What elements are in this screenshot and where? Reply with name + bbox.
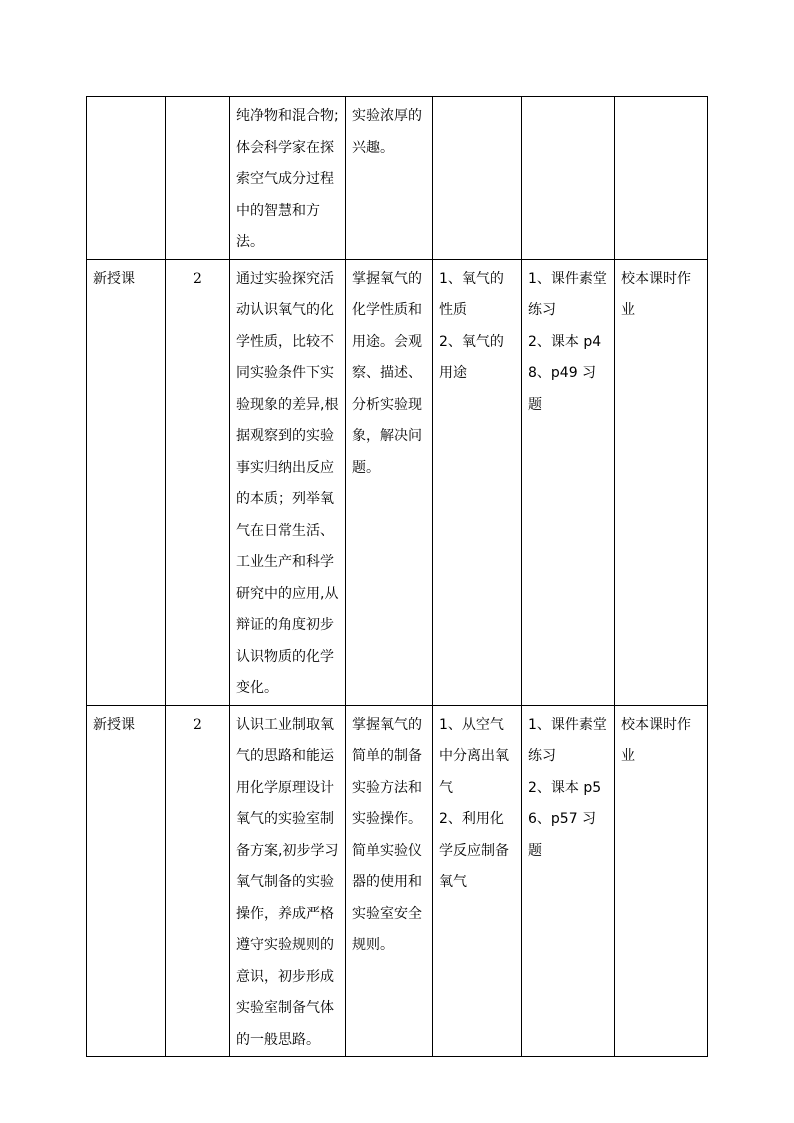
- hours-cell: [166, 97, 230, 260]
- practice-cell: [522, 259, 615, 705]
- practice-cell: [522, 705, 615, 1057]
- goal-cell: 纯净物和混合物;体会科学家在探索空气成分过程中的智慧和方法。: [230, 97, 346, 260]
- content-text: 1、氧气的性质 2、氧气的用途: [439, 270, 504, 381]
- lesson-type-cell: [87, 97, 166, 260]
- homework-cell: 校本课时作业: [615, 705, 708, 1057]
- lesson-type-cell: 新授课: [87, 705, 166, 1057]
- content-text: 1、从空气中分离出氧气 2、利用化学反应制备氧气: [439, 716, 509, 890]
- lesson-plan-table: [86, 96, 708, 1057]
- focus-cell: 实验浓厚的兴趣。: [346, 97, 433, 260]
- hours-cell: 2: [166, 705, 230, 1057]
- table-row: [87, 705, 708, 1057]
- focus-cell: 掌握氧气的简单的制备实验方法和实验操作。简单实验仪器的使用和实验室安全规则。: [346, 705, 433, 1057]
- content-cell: [433, 259, 522, 705]
- goal-cell: 认识工业制取氧气的思路和能运用化学原理设计氧气的实验室制备方案,初步学习氧气制备的实验操作，养成严格遵守实验规则的意识，初步形成实验室制备气体的一般思路。: [230, 705, 346, 1057]
- practice-cell: [522, 97, 615, 260]
- table-row: [87, 97, 708, 260]
- lesson-type-cell: 新授课: [87, 259, 166, 705]
- homework-cell: 校本课时作业: [615, 259, 708, 705]
- content-cell: [433, 97, 522, 260]
- hours-cell: 2: [166, 259, 230, 705]
- homework-cell: [615, 97, 708, 260]
- table-row: [87, 259, 708, 705]
- practice-text: 1、课件素堂练习 2、课本 p56、p57 习题: [528, 716, 607, 859]
- practice-text: 1、课件素堂练习 2、课本 p48、p49 习题: [528, 270, 607, 413]
- focus-cell: 掌握氧气的化学性质和用途。会观察、描述、分析实验现象，解决问题。: [346, 259, 433, 705]
- goal-cell: 通过实验探究活动认识氧气的化学性质，比较不同实验条件下实验现象的差异,根据观察到的实验事实归纳出反应的本质；列举氧气在日常生活、工业生产和科学研究中的应用,从辩证的角度初步认识物质的化学变化。: [230, 259, 346, 705]
- content-cell: [433, 705, 522, 1057]
